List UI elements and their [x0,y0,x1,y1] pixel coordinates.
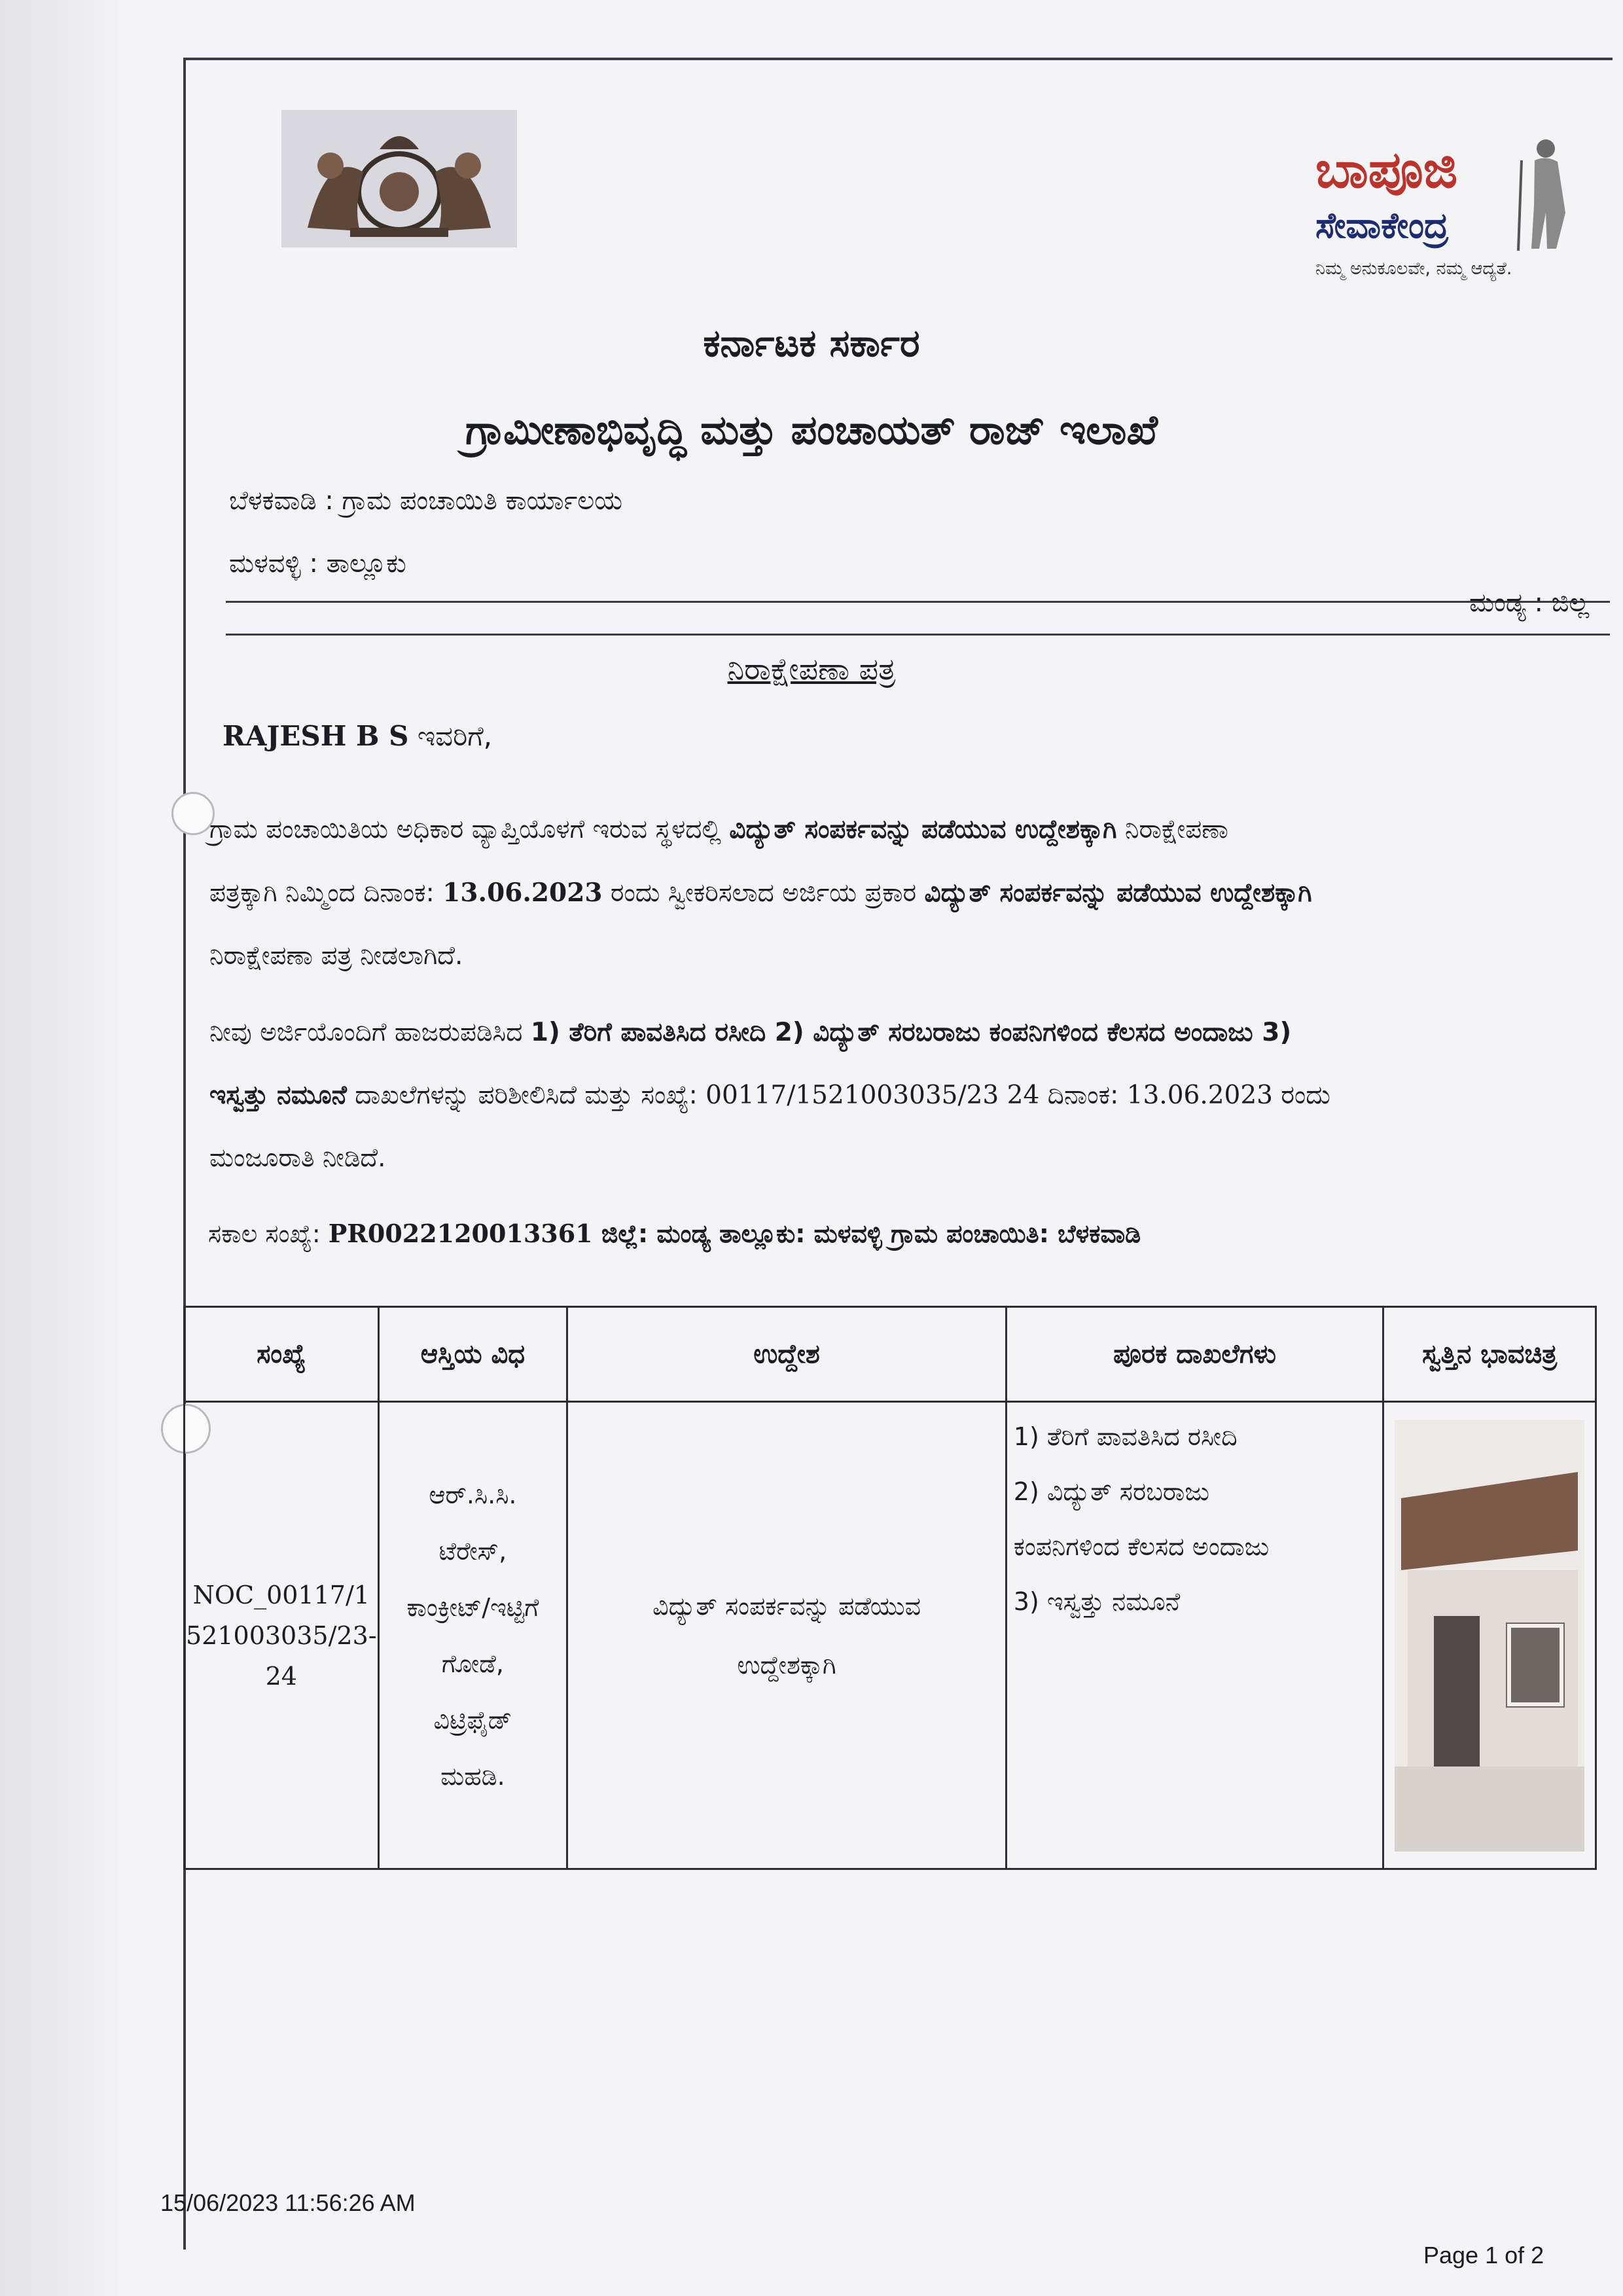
sakala-number: PR0022120013361 [328,1219,593,1248]
logo-brand-name: ಬಾಪೂಜಿ [1315,141,1458,200]
paragraph-1-line-3: ನಿರಾಕ್ಷೇಪಣಾ ಪತ್ರ ನೀಡಲಾಗಿದೆ. [209,941,463,971]
sanction-date: 13.06.2023 [1126,1081,1273,1110]
col-header-property-photo: ಸ್ವತ್ತಿನ ಭಾವಚಿತ್ರ [1383,1307,1596,1402]
col-header-property-type: ಆಸ್ತಿಯ ವಿಧ [378,1307,567,1402]
text-bold: ವಿದ್ಯುತ್ ಸಂಪರ್ಕವನ್ನು ಪಡೆಯುವ ಉದ್ದೇಶಕ್ಕಾಗಿ [729,815,1117,844]
header-divider [226,601,1610,603]
text: ವಿದ್ಯುತ್ ಸಂಪರ್ಕವನ್ನು ಪಡೆಯುವ [652,1591,921,1621]
text: 3) ಇಸ್ವತ್ತು ನಮೂನೆ [1013,1587,1181,1616]
building-photo-icon [1395,1420,1584,1852]
logo-tagline: ನಿಮ್ಮ ಅನುಕೂಲವೇ, ನಮ್ಮ ಆದ್ಯತೆ. [1315,259,1512,279]
text: ರಂದು ಸ್ವೀಕರಿಸಲಾದ ಅರ್ಜಿಯ ಪ್ರಕಾರ [602,878,925,908]
text: ಗ್ರಾಮ ಪಂಚಾಯಿತಿಯ ಅಧಿಕಾರ ವ್ಯಾಪ್ತಿಯೊಳಗೆ ಇರುವ ಸ್ಥಳದಲ್ಲಿ [209,815,730,844]
text: ಆರ್.ಸಿ.ಸಿ. [429,1480,517,1509]
text: ಉದ್ದೇಶಕ್ಕಾಗಿ [737,1650,836,1679]
bapuji-sevakendra-logo [1296,141,1590,298]
text-bold: ಇಸ್ವತ್ತು ನಮೂನೆ [209,1081,347,1110]
sakala-label: ಸಕಾಲ ಸಂಖ್ಯೆ: [208,1219,329,1248]
table-row [185,1402,1596,1869]
text: ಕಂಪನಿಗಳಿಂದ ಕೆಲಸದ ಅಂದಾಜು [1013,1532,1270,1561]
cell-property-photo [1383,1402,1596,1869]
government-title: ಕರ್ನಾಟಕ ಸರ್ಕಾರ [703,321,920,365]
paragraph-2-line-1 [209,1001,1590,1064]
paragraph-1-line-1 [209,798,1590,861]
text-bold: ವಿದ್ಯುತ್ ಸಂಪರ್ಕವನ್ನು ಪಡೆಯುವ ಉದ್ದೇಶಕ್ಕಾಗಿ [924,878,1312,908]
emblem-graphic [281,110,517,247]
cell-purpose [567,1402,1007,1869]
text-bold: 1) ತೆರಿಗೆ ಪಾವತಿಸಿದ ರಸೀದಿ 2) ವಿದ್ಯುತ್ ಸರಬರಾಜು ಕಂಪನಿಗಳಿಂದ ಕೆಲಸದ ಅಂದಾಜು 3) [530,1018,1292,1047]
paragraph-1 [209,798,1590,988]
noc-table [183,1306,1597,1870]
table-header-row [185,1307,1596,1402]
addressee-suffix: ಇವರಿಗೆ, [408,720,493,752]
paragraph-1-line-2 [209,861,1590,925]
text: ನೀವು ಅರ್ಜಿಯೊಂದಿಗೆ ಹಾಜರುಪಡಿಸಿದ [209,1018,531,1047]
print-timestamp: 15/06/2023 11:56:26 AM [160,2189,416,2216]
text: ದಿನಾಂಕ: [1039,1081,1127,1110]
gandhi-figure-icon [1505,134,1584,252]
text: ವಿಟ್ರಿಫೈಡ್ [433,1705,512,1734]
text: ಮಹಡಿ. [440,1761,505,1791]
department-title: ಗ್ರಾಮೀಣಾಭಿವೃದ್ಧಿ ಮತ್ತು ಪಂಚಾಯತ್ ರಾಜ್ ಇಲಾಖೆ [465,406,1158,454]
addressee [223,720,492,753]
text: 1) ತೆರಿಗೆ ಪಾವತಿಸಿದ ರಸೀದಿ [1013,1422,1238,1451]
text: 521003035/23- [186,1621,377,1650]
text: ಗೋಡೆ, [441,1649,504,1678]
sanction-number: 00117/1521003035/23 24 [705,1081,1040,1110]
col-header-purpose: ಉದ್ದೇಶ [567,1307,1007,1402]
text: ರಂದು [1272,1081,1330,1110]
punch-hole [171,792,215,835]
col-header-supporting-docs: ಪೂರಕ ದಾಖಲೆಗಳು [1006,1307,1383,1402]
cell-property-type [378,1402,567,1869]
text: ಟೆರೇಸ್, [438,1536,507,1566]
addressee-name: RAJESH B S [223,720,409,752]
text: 24 [265,1661,297,1691]
district-line: ಮಂಡ್ಯ : ಜಿಲ್ಲ [1469,588,1590,618]
letter-subject: ನಿರಾಕ್ಷೇಪಣಾ ಪತ್ರ [727,651,896,687]
taluk-line: ಮಳವಳ್ಳಿ : ತಾಲ್ಲೂಕು [229,548,406,579]
cell-noc-number [185,1402,379,1869]
text: ದಾಖಲೆಗಳನ್ನು ಪರಿಶೀಲಿಸಿದೆ ಮತ್ತು ಸಂಖ್ಯೆ: [346,1081,706,1110]
sakala-line [208,1219,1141,1249]
paragraph-2-line-3: ಮಂಜೂರಾತಿ ನೀಡಿದೆ. [209,1143,386,1173]
paragraph-2 [209,1001,1590,1190]
property-photo [1395,1420,1584,1852]
text: NOC_00117/1 [192,1580,370,1609]
header-divider [226,634,1610,636]
state-emblem-icon [281,110,517,247]
page-number: Page 1 of 2 [1423,2242,1544,2269]
text: ನಿರಾಕ್ಷೇಪಣಾ [1116,815,1228,844]
paragraph-2-line-2 [209,1064,1590,1127]
text: ಪತ್ರಕ್ಕಾಗಿ ನಿಮ್ಮಿಂದ ದಿನಾಂಕ: [209,878,443,908]
text: 2) ವಿದ್ಯುತ್ ಸರಬರಾಜು [1013,1477,1209,1506]
col-header-number: ಸಂಖ್ಯೆ [185,1307,379,1402]
application-date: 13.06.2023 [442,878,603,908]
sakala-location: ಜಿಲ್ಲೆ: ಮಂಡ್ಯ ತಾಲ್ಲೂಕು: ಮಳವಳ್ಳಿ ಗ್ರಾಮ ಪಂಚಾಯಿತಿ: ಬೆಳಕವಾಡಿ [592,1219,1141,1248]
text: ಕಾಂಕ್ರೀಟ್/ಇಟ್ಟಿಗೆ [406,1592,539,1622]
panchayat-office-line: ಬೆಳಕವಾಡಿ : ಗ್ರಾಮ ಪಂಚಾಯಿತಿ ಕಾರ್ಯಾಲಯ [229,486,623,516]
cell-supporting-docs [1006,1402,1383,1869]
logo-brand-sub: ಸೇವಾಕೇಂದ್ರ [1315,205,1449,246]
